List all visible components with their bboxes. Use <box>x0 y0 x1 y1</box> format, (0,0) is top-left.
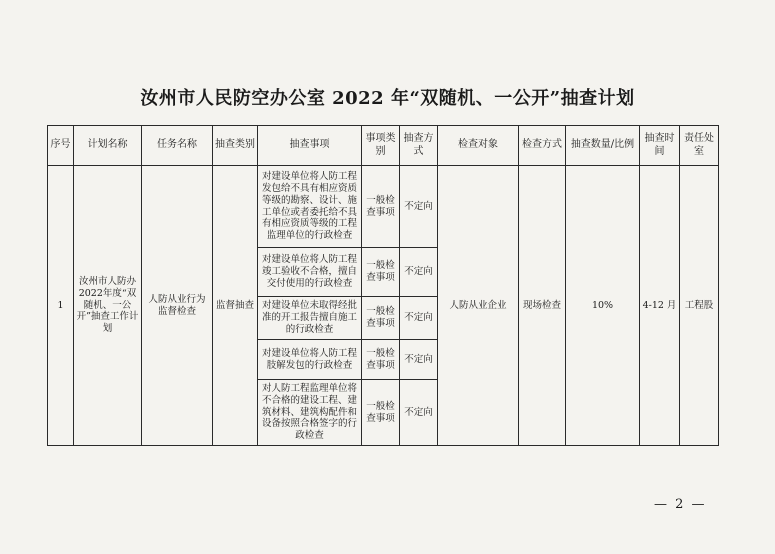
header-item-category: 事项类别 <box>362 126 400 166</box>
header-time: 抽查时间 <box>640 126 680 166</box>
header-inspection-method: 检查方式 <box>519 126 566 166</box>
cell-check-item: 对建设单位将人防工程发包给不具有相应资质等级的勘察、设计、施工单位或者委托给不具有相应资质等级的工程监理单位的行政检查 <box>258 166 362 248</box>
page-number: — 2 — <box>654 497 707 512</box>
cell-task-name: 人防从业行为监督检查 <box>142 166 213 446</box>
cell-department: 工程股 <box>680 166 719 446</box>
cell-item-category: 一般检查事项 <box>362 297 400 340</box>
header-task-name: 任务名称 <box>142 126 213 166</box>
table-header-row <box>48 126 719 166</box>
cell-item-category: 一般检查事项 <box>362 340 400 380</box>
cell-check-category: 监督抽查 <box>213 166 258 446</box>
cell-check-method: 不定向 <box>400 297 438 340</box>
header-plan-name: 计划名称 <box>74 126 142 166</box>
cell-item-category: 一般检查事项 <box>362 166 400 248</box>
inspection-plan-table <box>47 125 719 446</box>
cell-item-category: 一般检查事项 <box>362 380 400 446</box>
header-department: 责任处室 <box>680 126 719 166</box>
cell-inspection-method: 现场检查 <box>519 166 566 446</box>
cell-check-method: 不定向 <box>400 248 438 297</box>
header-quantity-ratio: 抽查数量/比例 <box>566 126 640 166</box>
cell-check-method: 不定向 <box>400 340 438 380</box>
cell-check-item: 对建设单位将人防工程竣工验收不合格，擅自交付使用的行政检查 <box>258 248 362 297</box>
header-index: 序号 <box>48 126 74 166</box>
cell-check-item: 对建设单位未取得经批准的开工报告擅自施工的行政检查 <box>258 297 362 340</box>
header-target: 检查对象 <box>438 126 519 166</box>
cell-check-method: 不定向 <box>400 380 438 446</box>
table-row <box>48 166 719 248</box>
cell-time: 4-12 月 <box>640 166 680 446</box>
cell-check-item: 对人防工程监理单位将不合格的建设工程、建筑材料、建筑构配件和设备按照合格签字的行政检查 <box>258 380 362 446</box>
cell-plan-name: 汝州市人防办2022年度“双随机、一公开”抽查工作计划 <box>74 166 142 446</box>
header-check-method: 抽查方式 <box>400 126 438 166</box>
cell-item-category: 一般检查事项 <box>362 248 400 297</box>
cell-check-method: 不定向 <box>400 166 438 248</box>
cell-target: 人防从业企业 <box>438 166 519 446</box>
header-check-category: 抽查类别 <box>213 126 258 166</box>
page-title: 汝州市人民防空办公室 2022 年“双随机、一公开”抽查计划 <box>140 88 635 109</box>
header-check-item: 抽查事项 <box>258 126 362 166</box>
cell-quantity-ratio: 10% <box>566 166 640 446</box>
cell-index: 1 <box>48 166 74 446</box>
cell-check-item: 对建设单位将人防工程肢解发包的行政检查 <box>258 340 362 380</box>
